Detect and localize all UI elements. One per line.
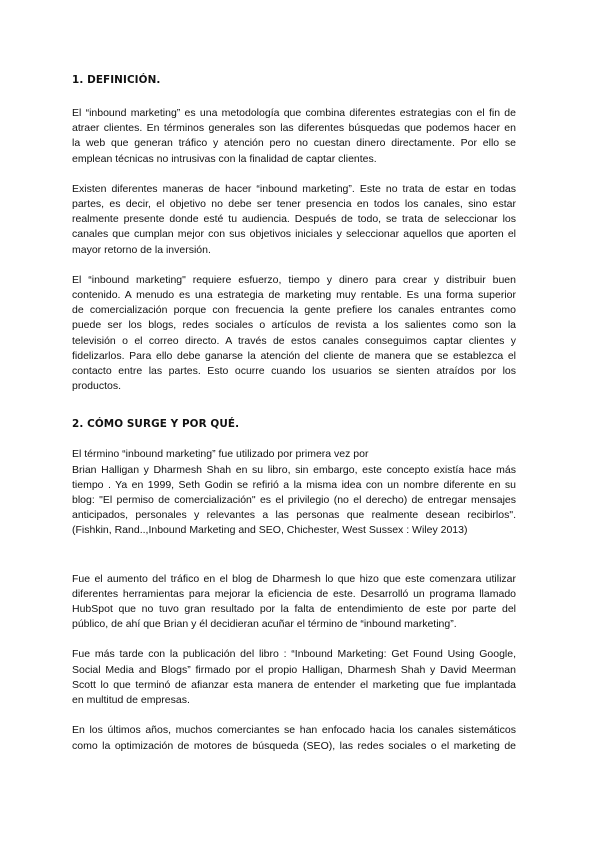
text-line: (Fishkin, Rand..,Inbound Marketing and SEO, Chichester, West Sussex : Wiley 2013): [72, 524, 468, 537]
paragraph-definition: [72, 106, 516, 167]
text-line: emplean técnicas no intrusivas con la finalidad de captar clientes.: [72, 152, 377, 165]
text-line: Social Media and Blogs” firmado por el propio Halligan, Dharmesh Shah y David Meerman: [72, 663, 516, 676]
text-line: El “inbound marketing" requiere esfuerzo, tiempo y dinero para crear y distribuir buen: [72, 273, 516, 286]
text-line: puede ser los blogs, redes sociales o artículos de revista a los salientes como son la: [72, 319, 516, 332]
text-line: contenido. A menudo es una estrategia de marketing muy rentable. Es una forma superior: [72, 289, 516, 302]
text-line: tiempo . Ya en 1999, Seth Godin se refirió a la misma idea con un nombre diferente en su: [72, 478, 516, 491]
text-line: realmente presente donde esté tu audiencia. Después de todo, se trata de seleccionar los: [72, 213, 516, 226]
text-line: anticipados, personales y relevantes a las personas que realmente desean recibirlos".: [72, 509, 516, 522]
text-line: en multitud de empresas.: [72, 694, 190, 707]
text-line: partes, es decir, el objetivo no debe ser tener presencia en todos los canales, sino estar: [72, 198, 516, 211]
paragraph-maneras: [72, 182, 516, 258]
text-line: Fue más tarde con la publicación del libro : “Inbound Marketing: Get Found Using Google,: [72, 648, 516, 661]
text-line: El término “inbound marketing” fue utilizado por primera vez por: [72, 448, 369, 461]
text-line: fidelizarlos. Para ello debe ganarse la atención del cliente de manera que se establezca el: [72, 349, 516, 362]
text-line: contacto entre las partes. Esto ocurre cuando los usuarios se sienten atraídos por los: [72, 365, 516, 378]
text-line: de comercialización porque con frecuencia la gente prefiere los canales entrantes como: [72, 304, 516, 317]
text-line: En los últimos años, muchos comerciantes se han enfocado hacia los canales sistemáticos: [72, 724, 516, 737]
text-line: la web que generan tráfico y atención pero no cuestan dinero directamente. Por ello se: [72, 137, 516, 150]
text-line: público, de ahí que Brian y él decidieran acuñar el término de “inbound marketing”.: [72, 618, 457, 631]
paragraph-libro: [72, 647, 516, 708]
section-heading-definicion: 1. DEFINICIÓN.: [72, 74, 161, 86]
text-line: El “inbound marketing” es una metodología que combina diferentes estrategias con el fin de: [72, 107, 516, 119]
paragraph-hubspot: [72, 572, 516, 633]
section-heading-como-surge: 2. CÓMO SURGE Y POR QUÉ.: [72, 418, 240, 431]
text-line: Existen diferentes maneras de hacer “inbound marketing”. Este no trata de estar en todas: [72, 182, 516, 195]
text-line: HubSpot que no tuvo gran resultado por la falta de entendimiento de este por parte del: [72, 603, 516, 616]
text-line: Brian Halligan y Dharmesh Shah en su libro, sin embargo, este concepto existía hace más: [72, 463, 516, 476]
text-line: diferentes herramientas para mejorar la eficiencia de este. Desarrolló un programa llamado: [72, 587, 516, 600]
text-line: como la optimización de motores de búsqueda (SEO), las redes sociales o el marketing de: [72, 739, 516, 752]
text-line: productos.: [72, 380, 122, 393]
text-line: atraer clientes. En términos generales son las diferentes búsquedas que podemos hacer en: [72, 122, 516, 135]
paragraph-ultimos-anos: [72, 723, 516, 753]
text-line: blog: "El permiso de comercialización" es el privilegio (no el derecho) de entregar mensajes: [72, 494, 516, 507]
text-line: canales que cumplan mejor con sus objetivos iniciales y seleccionar aquellos que aporten el: [72, 228, 516, 241]
text-line: Fue el aumento del tráfico en el blog de Dharmesh lo que hizo que este comenzara utilizar: [72, 572, 516, 585]
text-line: Scott lo que terminó de afianzar esta manera de entender el marketing que fue implantada: [72, 678, 516, 691]
paragraph-origen: [72, 447, 516, 538]
paragraph-esfuerzo: [72, 273, 516, 395]
text-line: mayor retorno de la inversión.: [72, 243, 211, 256]
text-line: televisión o el correo directo. A través de estos canales conseguimos captar clientes y: [72, 334, 516, 347]
